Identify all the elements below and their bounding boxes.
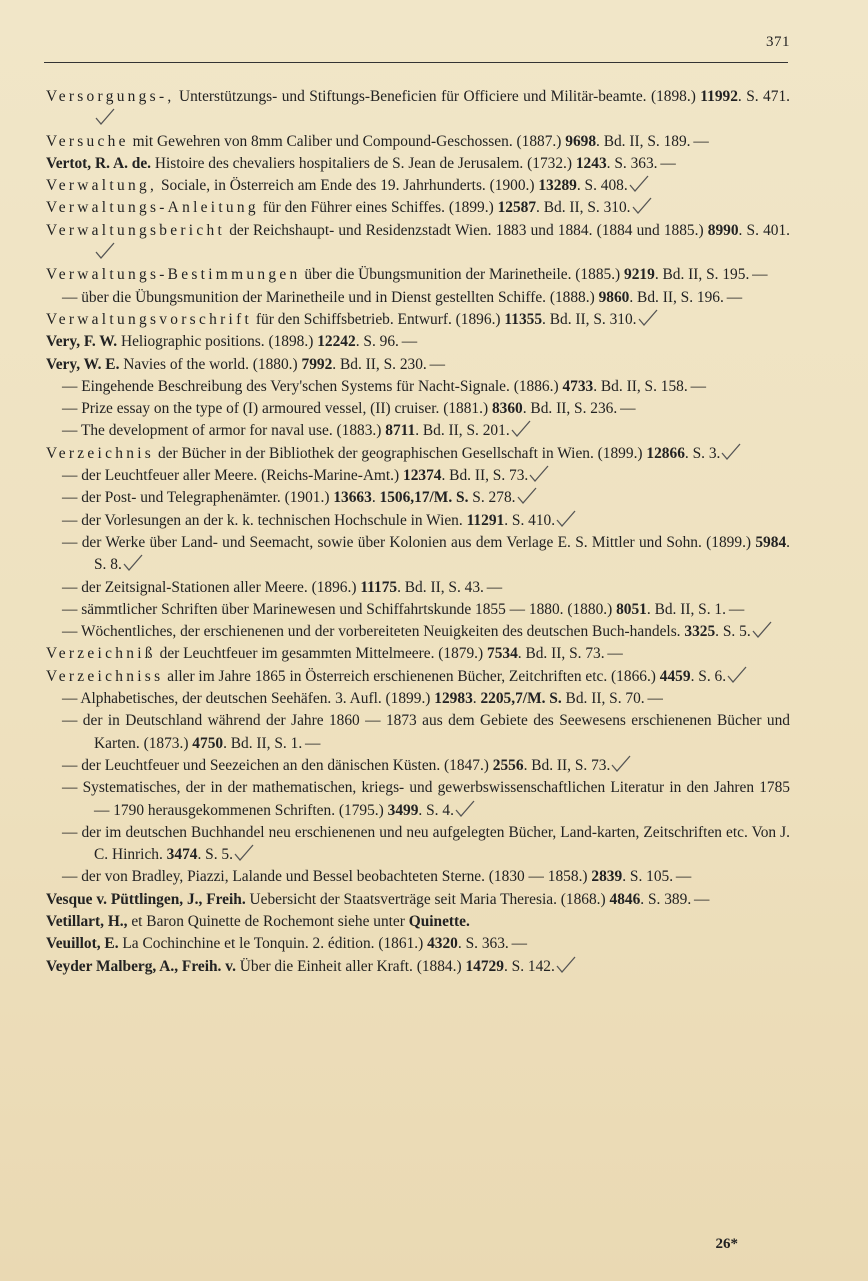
index-entry: Very, W. E. Navies of the world. (1880.) 7992. Bd. II, S. 230. — <box>46 355 445 373</box>
dash-annotation-icon: — <box>398 333 417 351</box>
index-subentry: — der im deutschen Buchhandel neu erschienenen und neu aufgelegten Bücher, Land-karten, Zeitschriften etc. Von J. C. Hinrich. 3474. S. 5. <box>62 823 790 864</box>
accession-number: 3474 <box>166 846 198 864</box>
index-entry: Veyder Malberg, A., Freih. v. Über die Einheit aller Kraft. (1884.) 14729. S. 142. <box>46 956 790 978</box>
accession-number: 7534 <box>487 645 518 663</box>
index-entry: Vetillart, H., et Baron Quinette de Rochemont siehe unter Quinette. <box>46 912 470 930</box>
index-subentry: — über die Übungsmunition der Marinetheile und in Dienst gestellten Schiffe. (1888.) 9860. Bd. II, S. 196. — <box>62 288 742 306</box>
checkmark-annotation-icon <box>516 487 538 501</box>
index-subentry: — Systematisches, der in der mathematischen, kriegs- und gewerbswissenschaftlichen Literatur in den Jahren 1785 — 1790 herausgekommenen Schriften. (1795.) 3499. S. 4. <box>62 779 790 819</box>
accession-number: 2556 <box>492 756 524 774</box>
lead-word: Verwaltungs-Bestimmungen <box>46 266 301 284</box>
dash-annotation-icon: — <box>690 132 708 150</box>
accession-number: 4846 <box>609 890 641 908</box>
checkmark-annotation-icon <box>610 755 632 769</box>
index-subentry: — der Leuchtfeuer und Seezeichen an den dänischen Küsten. (1847.) 2556. Bd. II, S. 73. <box>46 755 790 777</box>
checkmark-annotation-icon <box>510 420 532 434</box>
dash-annotation-icon: — <box>644 690 662 708</box>
index-entry: Very, F. W. Heliographic positions. (1898.) 12242. S. 96. — <box>46 333 417 351</box>
index-subentry: — der von Bradley, Piazzi, Lalande und Bessel beobachteten Sterne. (1830 — 1858.) 2839. S. 105. — <box>62 868 691 886</box>
accession-number: 1506,17/M. S. <box>379 489 469 507</box>
index-subentry: — Eingehende Beschreibung des Very'schen Systems für Nacht-Signale. (1886.) 4733. Bd. II, S. 158. — <box>62 377 705 395</box>
index-entry: Vertot, R. A. de. Histoire des chevaliers hospitaliers de S. Jean de Jerusalem. (1732.) 1243. S. 363. — <box>46 154 675 172</box>
index-subentry: — sämmtlicher Schriften über Marinewesen und Schiffahrtskunde 1855 — 1880. (1880.) 8051. Bd. II, S. 1. — <box>62 600 744 618</box>
index-entry: Verwaltungs-Anleitung für den Führer eines Schiffes. (1899.) 12587. Bd. II, S. 310. <box>46 197 790 219</box>
checkmark-annotation-icon <box>555 510 577 524</box>
index-entry: Vesque v. Püttlingen, J., Freih. Uebersicht der Staatsverträge seit Maria Theresia. (1868.) 4846. S. 389. — <box>46 890 709 908</box>
index-entry: Verwaltungsvorschrift für den Schiffsbetrieb. Entwurf. (1896.) 11355. Bd. II, S. 310. <box>46 309 790 331</box>
lead-word: Verwaltung, <box>46 177 158 195</box>
index-subentry: — der Post- und Telegraphenämter. (1901.) 13663. 1506,17/M. S. S. 278. <box>46 487 790 509</box>
checkmark-annotation-icon <box>726 666 748 680</box>
accession-number: 2205,7/M. S. <box>480 690 562 708</box>
index-entry: Verzeichniss aller im Jahre 1865 in Österreich erschienenen Bücher, Zeitchriften etc. (1866.) 4459. S. 6. <box>46 666 790 688</box>
page-number: 371 <box>766 34 790 50</box>
dash-annotation-icon: — <box>723 288 742 306</box>
accession-number: 12587 <box>497 199 537 217</box>
dash-annotation-icon: — <box>749 266 767 284</box>
dash-annotation-icon: — <box>426 355 445 373</box>
author-name: Vesque v. Püttlingen, J., Freih. <box>46 890 246 908</box>
dash-annotation-icon: — <box>673 868 691 886</box>
accession-number: 9219 <box>624 266 655 284</box>
index-subentry: — der Werke über Land- und Seemacht, sowie über Kolonien aus dem Verlage E. S. Mittler und Sohn. (1899.) 5984. S. 8. <box>62 533 790 574</box>
author-name: Very, F. W. <box>46 333 118 351</box>
lead-word: Versuche <box>46 132 129 150</box>
checkmark-annotation-icon <box>720 443 742 457</box>
accession-number: 8990 <box>707 221 739 239</box>
accession-number: 1243 <box>575 154 607 172</box>
cross-reference: Quinette. <box>408 912 470 930</box>
accession-number: 8051 <box>616 600 647 618</box>
dash-annotation-icon: — <box>687 377 705 395</box>
index-subentry: — der in Deutschland während der Jahre 1860 — 1873 aus dem Gebiete des Seewesens erschienenen Bücher und Karten. (1873.) 4750. Bd. II, S. 1. — <box>62 712 790 752</box>
accession-number: 11992 <box>700 88 738 105</box>
dash-annotation-icon: — <box>617 400 635 418</box>
accession-number: 12983 <box>434 690 473 708</box>
lead-word: Verwaltungsbericht <box>46 221 226 239</box>
accession-number: 13289 <box>538 177 577 195</box>
accession-number: 9860 <box>598 288 630 306</box>
author-name: Vertot, R. A. de. <box>46 154 152 172</box>
accession-number: 9698 <box>565 132 597 150</box>
checkmark-annotation-icon <box>233 844 255 858</box>
index-entry: Verzeichnis der Bücher in der Bibliothek der geographischen Gesellschaft in Wien. (1899.) 12866. S. 3. <box>46 443 790 465</box>
index-entries <box>46 86 790 978</box>
checkmark-annotation-icon <box>751 621 773 635</box>
checkmark-annotation-icon <box>555 956 577 970</box>
accession-number: 11175 <box>360 578 398 596</box>
accession-number: 8711 <box>385 422 416 440</box>
accession-number: 3499 <box>387 801 419 819</box>
lead-word: Versorgungs-, <box>46 88 175 105</box>
index-subentry: — der Leuchtfeuer aller Meere. (Reichs-Marine-Amt.) 12374. Bd. II, S. 73. <box>46 465 790 487</box>
checkmark-annotation-icon <box>631 197 653 211</box>
author-name: Very, W. E. <box>46 355 120 373</box>
dash-annotation-icon: — <box>725 600 744 618</box>
index-entry: Versorgungs-, Unterstützungs- und Stiftungs-Beneficien für Officiere und Militär-beamte. (1898.) 11992. S. 471. <box>46 86 790 131</box>
accession-number: 2839 <box>591 868 623 886</box>
dash-annotation-icon: — <box>691 890 709 908</box>
accession-number: 14729 <box>465 957 504 975</box>
checkmark-annotation-icon <box>94 108 116 122</box>
accession-number: 3325 <box>684 623 716 641</box>
lead-word: Verwaltungs-Anleitung <box>46 199 259 217</box>
dash-annotation-icon: — <box>604 645 622 663</box>
accession-number: 8360 <box>491 400 523 418</box>
dash-annotation-icon: — <box>483 578 502 596</box>
accession-number: 4459 <box>659 667 691 685</box>
accession-number: 4750 <box>192 734 224 752</box>
header-rule <box>44 62 788 63</box>
checkmark-annotation-icon <box>628 175 650 189</box>
lead-word: Verzeichnis <box>46 444 155 462</box>
accession-number: 7992 <box>301 355 333 373</box>
index-subentry: — der Vorlesungen an der k. k. technischen Hochschule in Wien. 11291. S. 410. <box>46 510 790 532</box>
checkmark-annotation-icon <box>94 242 116 256</box>
index-entry: Verwaltung, Sociale, in Österreich am Ende des 19. Jahrhunderts. (1900.) 13289. S. 408. <box>46 175 790 197</box>
accession-number: 4733 <box>562 377 594 395</box>
author-name: Veyder Malberg, A., Freih. v. <box>46 957 236 975</box>
index-entry: Verwaltungs-Bestimmungen über die Übungsmunition der Marinetheile. (1885.) 9219. Bd. II, S. 195. — <box>46 266 767 284</box>
dash-annotation-icon: — <box>657 154 675 172</box>
checkmark-annotation-icon <box>637 309 659 323</box>
checkmark-annotation-icon <box>528 465 550 479</box>
dash-annotation-icon: — <box>508 935 527 953</box>
accession-number: 12866 <box>646 444 685 462</box>
index-entry: Verwaltungsbericht der Reichshaupt- und Residenzstadt Wien. 1883 und 1884. (1884 und 1885.) 8990. S. 401. <box>46 220 790 265</box>
author-name: Vetillart, H., <box>46 912 128 930</box>
author-name: Veuillot, E. <box>46 935 119 953</box>
checkmark-annotation-icon <box>454 800 476 814</box>
lead-word: Verzeichniss <box>46 667 164 685</box>
index-entry: Veuillot, E. La Cochinchine et le Tonquin. 2. édition. (1861.) 4320. S. 363. — <box>46 935 527 953</box>
lead-word: Verwaltungsvorschrift <box>46 310 253 328</box>
index-subentry: — Alphabetisches, der deutschen Seehäfen. 3. Aufl. (1899.) 12983. 2205,7/M. S. Bd. II, S. 70. — <box>62 690 662 708</box>
index-subentry: — Prize essay on the type of (I) armoured vessel, (II) cruiser. (1881.) 8360. Bd. II, S. 236. — <box>62 400 635 418</box>
accession-number: 5984 <box>755 533 787 551</box>
index-entry: Verzeichniß der Leuchtfeuer im gesammten Mittelmeere. (1879.) 7534. Bd. II, S. 73. — <box>46 645 622 663</box>
index-subentry: — der Zeitsignal-Stationen aller Meere. (1896.) 11175. Bd. II, S. 43. — <box>62 578 502 596</box>
lead-word: Verzeichniß <box>46 645 156 663</box>
checkmark-annotation-icon <box>122 554 144 568</box>
dash-annotation-icon: — <box>302 734 320 752</box>
accession-number: 12374 <box>403 467 442 485</box>
signature-mark: 26* <box>715 1236 738 1252</box>
accession-number: 12242 <box>317 333 356 351</box>
index-subentry: — The development of armor for naval use. (1883.) 8711. Bd. II, S. 201. <box>46 420 790 442</box>
index-subentry: — Wöchentliches, der erschienenen und der vorbereiteten Neuigkeiten des deutschen Buch-handels. 3325. S. 5. <box>46 621 790 643</box>
index-entry: Versuche mit Gewehren von 8mm Caliber und Compound-Geschossen. (1887.) 9698. Bd. II, S. 189. — <box>46 132 708 150</box>
accession-number: 4320 <box>427 935 458 953</box>
accession-number: 11291 <box>466 511 505 529</box>
accession-number: 11355 <box>504 310 543 328</box>
accession-number: 13663 <box>333 489 372 507</box>
